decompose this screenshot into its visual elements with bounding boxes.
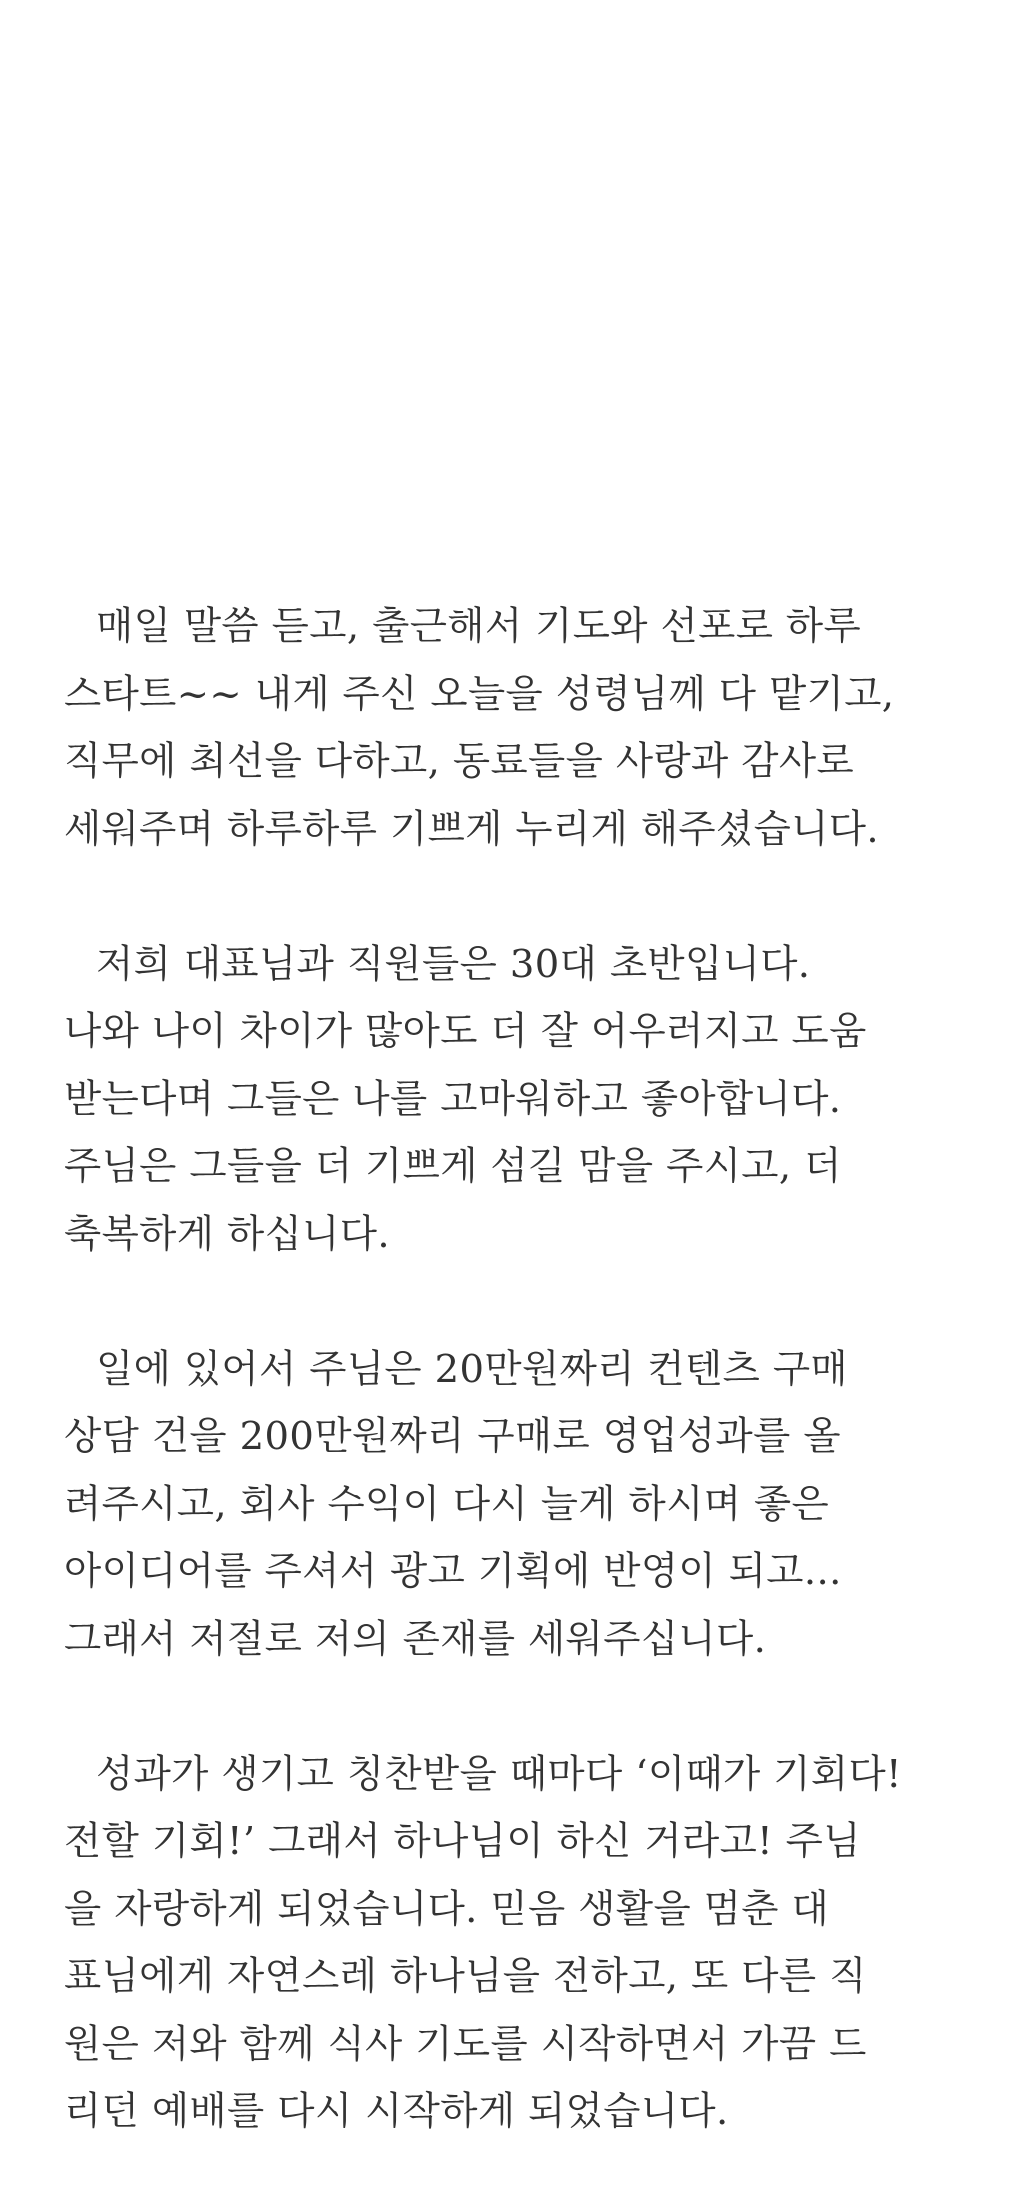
- paragraph-line: 그래서 저절로 저의 존재를 세워주십니다.: [64, 1616, 767, 1662]
- paragraph-line: 매일 말씀 듣고, 출근해서 기도와 선포로 하루: [96, 604, 862, 649]
- article-body: [64, 593, 944, 2146]
- paragraph-1: [64, 593, 944, 863]
- paragraph-line: 성과가 생기고 칭찬받을 때마다 ‘이때가 기회다!: [96, 1751, 902, 1797]
- paragraph-line: 려주시고, 회사 수익이 다시 늘게 하시며 좋은: [64, 1481, 830, 1527]
- paragraph-line: 스타트~~ 내게 주신 오늘을 성령님께 다 맡기고,: [64, 671, 895, 717]
- paragraph-line: 을 자랑하게 되었습니다. 믿음 생활을 멈춘 대: [64, 1886, 830, 1932]
- paragraph-2: [64, 931, 944, 1269]
- paragraph-line: 직무에 최선을 다하고, 동료들을 사랑과 감사로: [64, 739, 855, 784]
- paragraph-line: 표님에게 자연스레 하나님을 전하고, 또 다른 직: [64, 1954, 867, 1999]
- paragraph-line: 상담 건을 200만원짜리 구매로 영업성과를 올: [64, 1414, 841, 1459]
- paragraph-3: [64, 1336, 944, 1674]
- paragraph-line: 리던 예배를 다시 시작하게 되었습니다.: [64, 2089, 729, 2134]
- paragraph-4: [64, 1741, 944, 2146]
- paragraph-line: 아이디어를 주셔서 광고 기획에 반영이 되고...: [64, 1549, 842, 1594]
- paragraph-line: 원은 저와 함께 식사 기도를 시작하면서 가끔 드: [64, 2021, 867, 2067]
- paragraph-line: 저희 대표님과 직원들은 30대 초반입니다.: [96, 941, 811, 987]
- paragraph-line: 나와 나이 차이가 많아도 더 잘 어우러지고 도움: [64, 1009, 867, 1054]
- paragraph-line: 축복하게 하십니다.: [64, 1211, 391, 1257]
- paragraph-line: 주님은 그들을 더 기쁘게 섬길 맘을 주시고, 더: [64, 1144, 842, 1189]
- paragraph-line: 전할 기회!’ 그래서 하나님이 하신 거라고! 주님: [64, 1819, 861, 1864]
- paragraph-line: 받는다며 그들은 나를 고마워하고 좋아합니다.: [64, 1076, 842, 1122]
- paragraph-line: 세워주며 하루하루 기쁘게 누리게 해주셨습니다.: [64, 806, 880, 852]
- paragraph-line: 일에 있어서 주님은 20만원짜리 컨텐츠 구매: [96, 1346, 849, 1392]
